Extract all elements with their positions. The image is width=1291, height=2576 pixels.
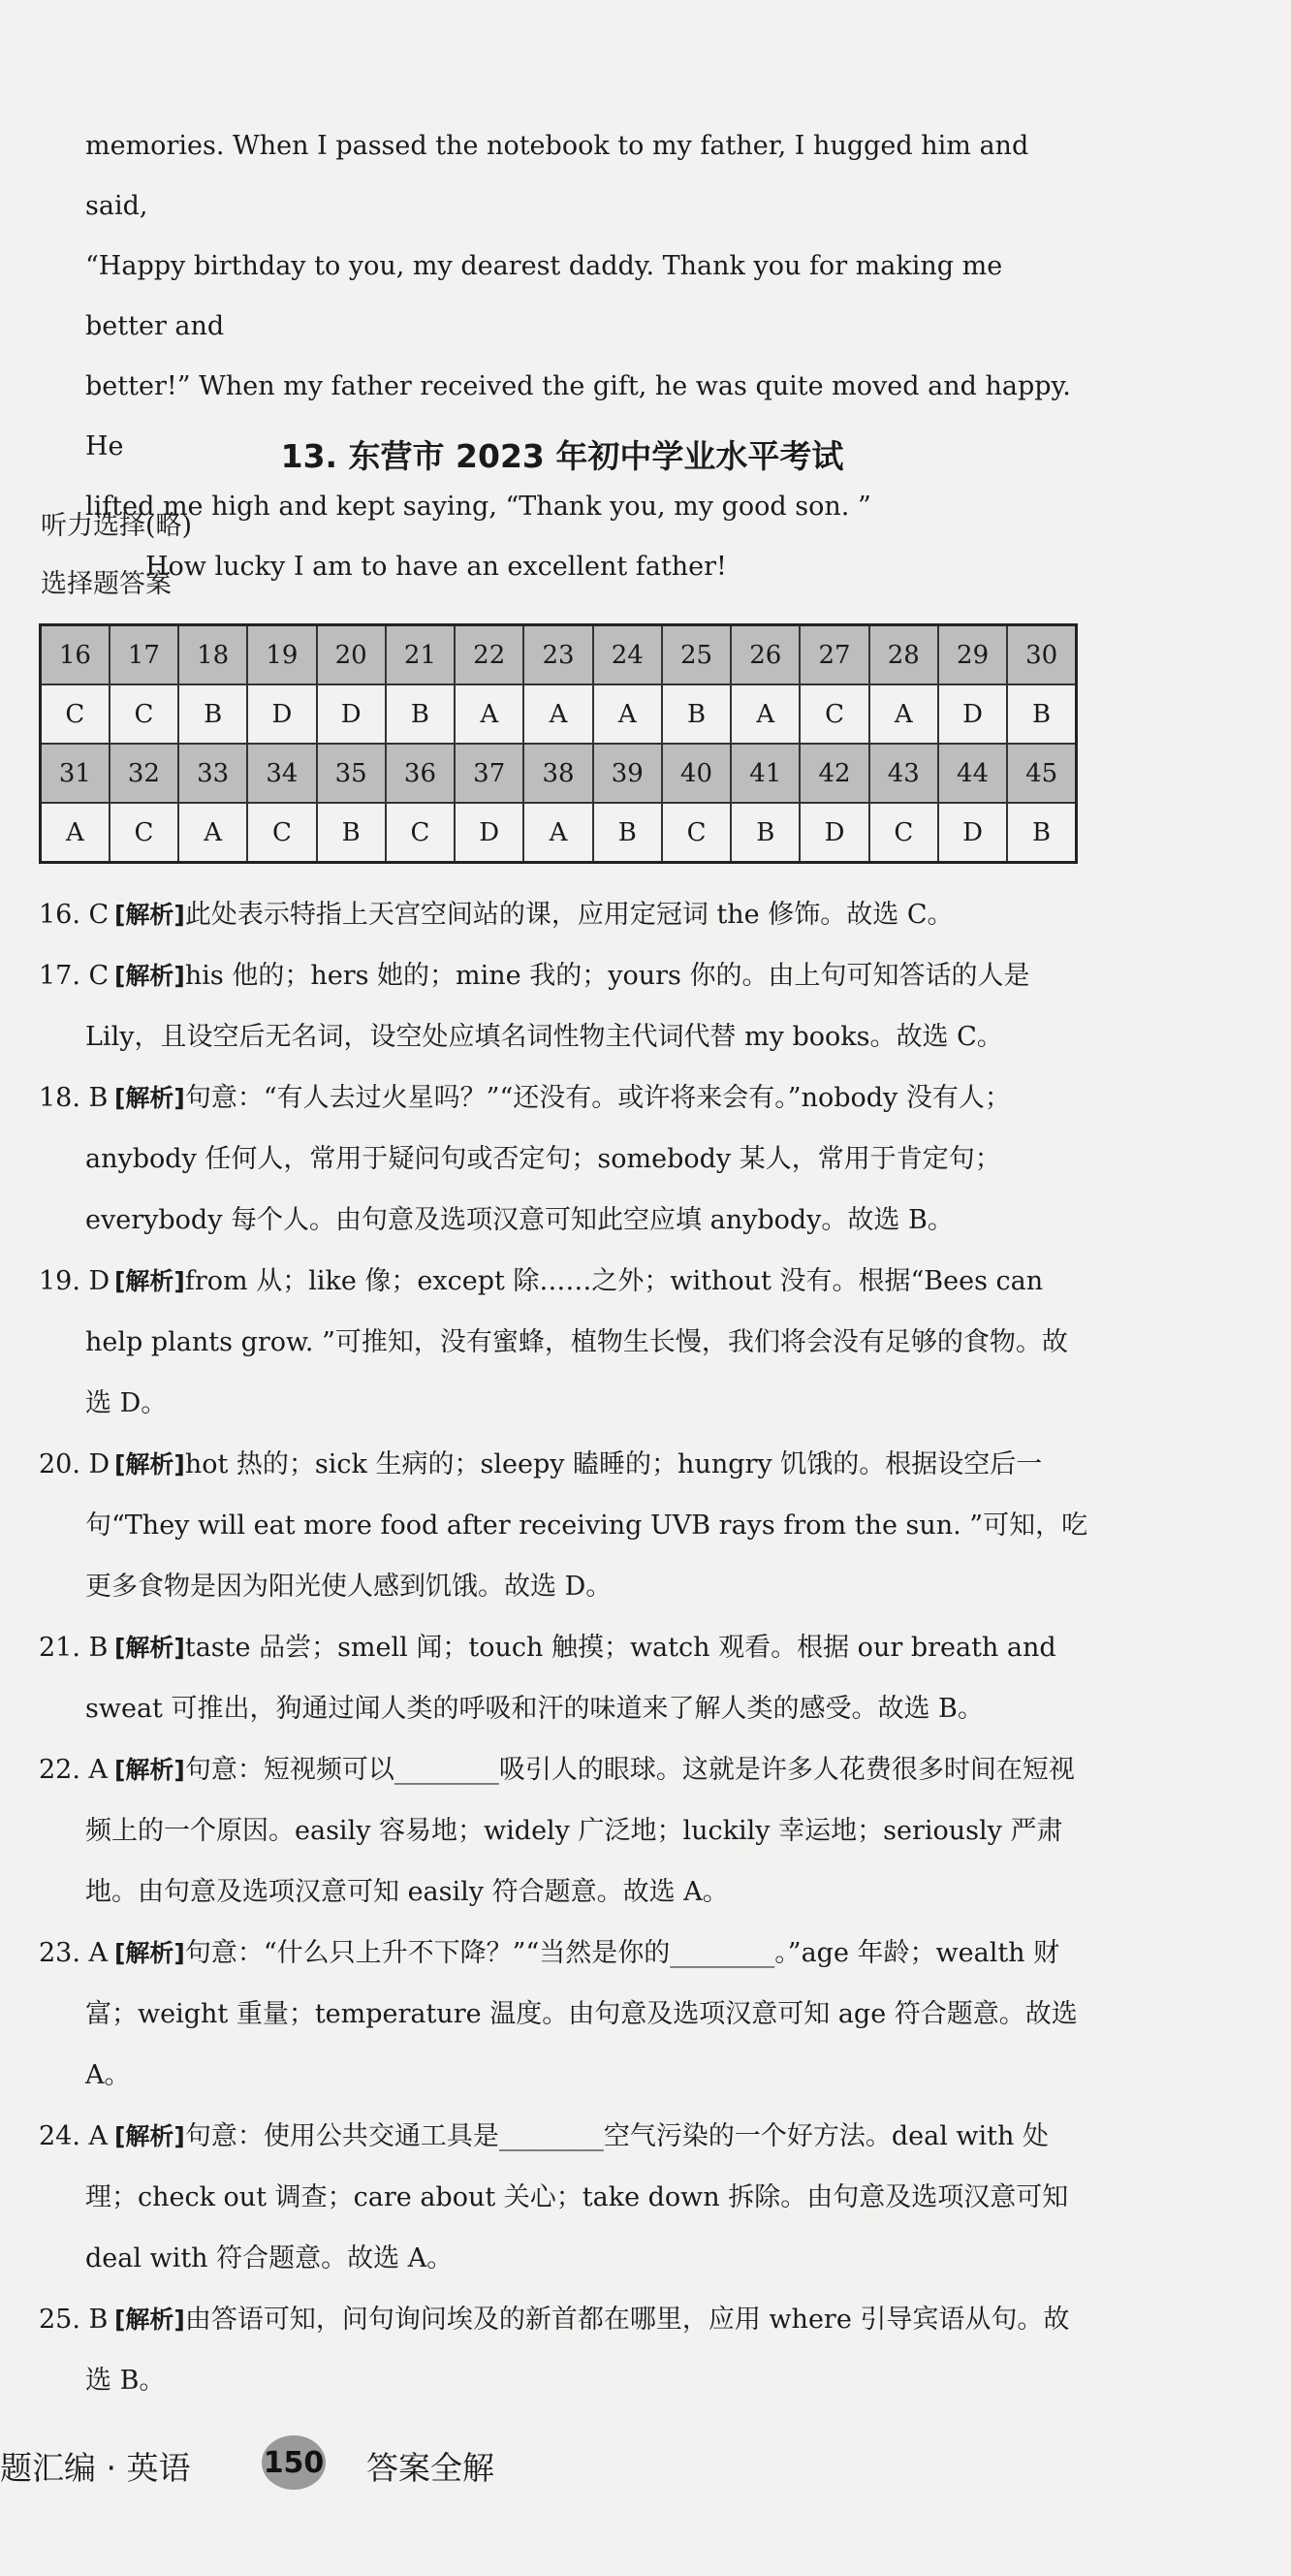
answer-cell: A [455, 684, 523, 744]
answer-cell: A [869, 684, 938, 744]
question-number-cell: 42 [800, 744, 868, 803]
analysis-text: 句意：“什么只上升不下降？”“当然是你的________。”age 年龄；wealth 财富；weight 重量；temperature 温度。由句意及选项汉意可知 age 符合题意。故选 A。 [85, 1938, 1078, 2090]
question-number-cell: 20 [317, 625, 386, 685]
answer-cell: B [1007, 803, 1076, 863]
answer-cell: C [110, 803, 178, 863]
question-number-cell: 17 [110, 625, 178, 685]
answer-cell: B [178, 684, 247, 744]
analysis-tag: [解析] [114, 1450, 185, 1479]
answer-cell: D [317, 684, 386, 744]
answer-cell: A [523, 803, 592, 863]
answer-cell: B [317, 803, 386, 863]
answer-cell: D [247, 684, 316, 744]
question-number-cell: 31 [41, 744, 110, 803]
analysis-text: his 他的；hers 她的；mine 我的；yours 你的。由上句可知答话的人是 Lily，且设空后无名词，设空处应填名词性物主代词代替 my books。故选 C。 [85, 961, 1030, 1052]
question-number-cell: 40 [662, 744, 731, 803]
answer-row [41, 803, 1077, 863]
question-number-cell: 23 [523, 625, 592, 685]
answer-cell: A [593, 684, 662, 744]
explanation-item [39, 884, 1090, 945]
question-number-cell: 32 [110, 744, 178, 803]
analysis-tag: [解析] [114, 901, 185, 929]
question-number-cell: 44 [938, 744, 1007, 803]
question-number-cell: 19 [247, 625, 316, 685]
answer-cell: A [178, 803, 247, 863]
answer-cell: C [662, 803, 731, 863]
question-number-cell: 27 [800, 625, 868, 685]
book-title: 题汇编 · 英语 [0, 2449, 191, 2487]
explanation-item [39, 1739, 1090, 1923]
question-answer: 21. B [39, 1633, 109, 1663]
question-answer: 25. B [39, 2305, 109, 2335]
answer-cell: C [110, 684, 178, 744]
analysis-text: 此处表示特指上天宫空间站的课，应用定冠词 the 修饰。故选 C。 [184, 900, 954, 930]
answer-cell: B [1007, 684, 1076, 744]
question-number-cell: 28 [869, 625, 938, 685]
analysis-tag: [解析] [114, 2122, 185, 2150]
explanation-item [39, 1434, 1090, 1617]
analysis-text: 句意：使用公共交通工具是________空气污染的一个好方法。deal with 处理；check out 调查；care about 关心；take down 拆除。由句意及选项汉意可知 deal with 符合题意。故选 A。 [85, 2121, 1069, 2274]
answer-cell: C [800, 684, 868, 744]
question-number-cell: 30 [1007, 625, 1076, 685]
essay-passage [85, 116, 1074, 597]
essay-line: better!” When my father received the gift, he was quite moved and happy. He [85, 371, 1071, 461]
question-number-cell: 24 [593, 625, 662, 685]
explanation-item [39, 1923, 1090, 2106]
question-number-cell: 41 [731, 744, 800, 803]
question-number-cell: 22 [455, 625, 523, 685]
question-number-cell: 21 [386, 625, 455, 685]
question-number-cell: 36 [386, 744, 455, 803]
explanation-item [39, 1617, 1090, 1739]
page-footer [0, 2433, 620, 2492]
answer-cell: A [41, 803, 110, 863]
essay-line: “Happy birthday to you, my dearest daddy. Thank you for making me better and [85, 251, 1003, 341]
analysis-text: from 从；like 像；except 除……之外；without 没有。根据“Bees can help plants grow. ”可推知，没有蜜蜂，植物生长慢，我们将会没有足够的食物。故选 D。 [85, 1266, 1068, 1418]
analysis-tag: [解析] [114, 2306, 185, 2334]
question-answer: 19. D [39, 1266, 110, 1296]
answer-cell: C [869, 803, 938, 863]
footer-section-label: 答案全解 [366, 2449, 494, 2487]
question-number-cell: 37 [455, 744, 523, 803]
analysis-tag: [解析] [114, 1267, 185, 1295]
question-answer: 20. D [39, 1449, 110, 1479]
section-title: 13. 东营市 2023 年初中学业水平考试 [280, 437, 844, 475]
question-number-cell: 33 [178, 744, 247, 803]
question-answer: 17. C [39, 961, 110, 991]
listening-label: 听力选择(略) [41, 511, 193, 541]
analysis-tag: [解析] [114, 1756, 185, 1784]
answer-cell: B [662, 684, 731, 744]
answer-cell: B [593, 803, 662, 863]
question-answer: 23. A [39, 1938, 109, 1968]
question-number-cell: 25 [662, 625, 731, 685]
question-number-row [41, 744, 1077, 803]
answer-row [41, 684, 1077, 744]
answer-cell: C [386, 803, 455, 863]
analysis-tag: [解析] [114, 1634, 185, 1662]
question-answer: 18. B [39, 1083, 109, 1113]
question-number-cell: 34 [247, 744, 316, 803]
analysis-text: hot 热的；sick 生病的；sleepy 瞌睡的；hungry 饥饿的。根据设空后一句“They will eat more food after receiving UVB rays from the sun. ”可知，吃更多食物是因为阳光使人感到饥饿。故选 D。 [85, 1449, 1088, 1602]
question-number-row [41, 625, 1077, 685]
answer-cell: D [938, 803, 1007, 863]
page-number-badge: 150 [262, 2435, 326, 2490]
answer-cell: B [731, 803, 800, 863]
answer-cell: A [523, 684, 592, 744]
answer-cell: D [455, 803, 523, 863]
question-answer: 24. A [39, 2121, 109, 2151]
answer-cell: D [800, 803, 868, 863]
answer-table [39, 623, 1078, 864]
question-number-cell: 26 [731, 625, 800, 685]
answer-cell: C [247, 803, 316, 863]
question-number-cell: 16 [41, 625, 110, 685]
question-number-cell: 45 [1007, 744, 1076, 803]
essay-line: lifted me high and kept saying, “Thank you, my good son. ” [85, 492, 871, 522]
choice-answers-label: 选择题答案 [41, 569, 172, 599]
analysis-text: 句意：“有人去过火星吗？”“还没有。或许将来会有。”nobody 没有人；anybody 任何人，常用于疑问句或否定句；somebody 某人，常用于肯定句；everybody 每个人。由句意及选项汉意可知此空应填 anybody。故选 B。 [85, 1083, 1011, 1235]
answer-cell: B [386, 684, 455, 744]
question-number-cell: 35 [317, 744, 386, 803]
answer-cell: A [731, 684, 800, 744]
analysis-text: 句意：短视频可以________吸引人的眼球。这就是许多人花费很多时间在短视频上的一个原因。easily 容易地；widely 广泛地；luckily 幸运地；seriously 严肃地。由句意及选项汉意可知 easily 符合题意。故选 A。 [85, 1755, 1075, 1907]
question-answer: 16. C [39, 900, 110, 930]
question-answer: 22. A [39, 1755, 109, 1785]
question-number-cell: 29 [938, 625, 1007, 685]
explanation-list [39, 884, 1090, 2411]
explanation-item [39, 2106, 1090, 2289]
question-number-cell: 43 [869, 744, 938, 803]
essay-line: memories. When I passed the notebook to my father, I hugged him and said, [85, 131, 1029, 221]
analysis-text: taste 品尝；smell 闻；touch 触摸；watch 观看。根据 our breath and sweat 可推出，狗通过闻人类的呼吸和汗的味道来了解人类的感受。故选 B。 [85, 1633, 1056, 1724]
question-number-cell: 39 [593, 744, 662, 803]
essay-closing: How lucky I am to have an excellent father! [145, 552, 727, 582]
explanation-item [39, 2289, 1090, 2411]
analysis-tag: [解析] [114, 1939, 185, 1967]
answer-cell: C [41, 684, 110, 744]
analysis-text: 由答语可知，问句询问埃及的新首都在哪里，应用 where 引导宾语从句。故选 B。 [85, 2305, 1070, 2396]
answer-cell: D [938, 684, 1007, 744]
question-number-cell: 38 [523, 744, 592, 803]
explanation-item [39, 945, 1090, 1067]
explanation-item [39, 1067, 1090, 1251]
question-number-cell: 18 [178, 625, 247, 685]
analysis-tag: [解析] [114, 962, 185, 990]
analysis-tag: [解析] [114, 1084, 185, 1112]
explanation-item [39, 1251, 1090, 1434]
